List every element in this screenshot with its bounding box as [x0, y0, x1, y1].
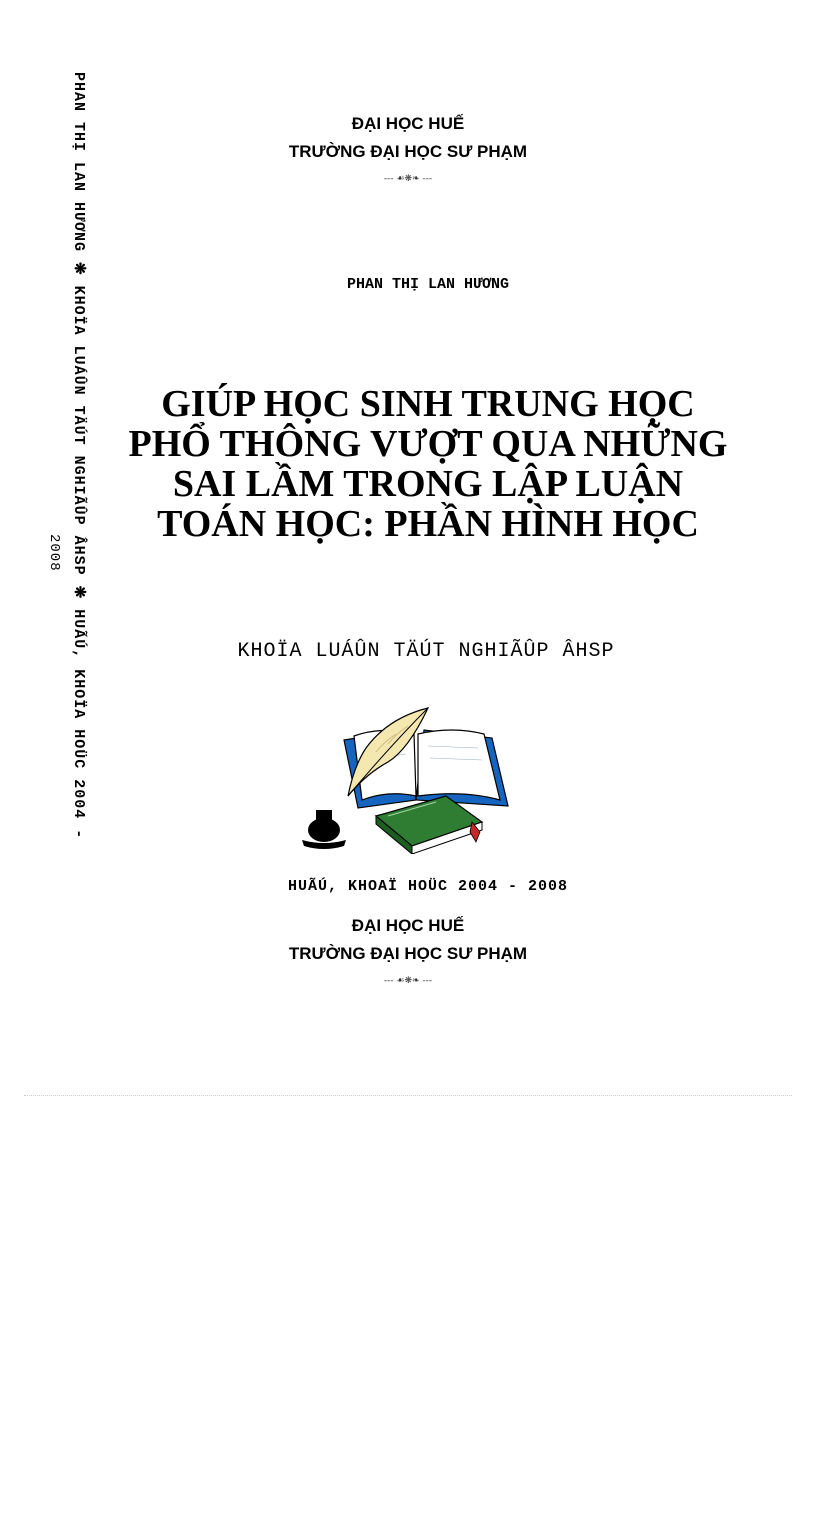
thesis-type: KHOÏA LUÁÛN TÄÚT NGHIÃÛP ÂHSP	[237, 640, 615, 663]
ornament-divider-bottom: --- ☙❋❧ ---	[383, 976, 433, 986]
thesis-title	[100, 384, 756, 544]
college-name-bottom: TRƯỜNG ĐẠI HỌC SƯ PHẠM	[288, 944, 528, 963]
spine-column-year	[40, 534, 68, 1514]
college-name: TRƯỜNG ĐẠI HỌC SƯ PHẠM	[288, 142, 528, 161]
spine-column	[64, 72, 92, 1052]
spine-text: PHAN THỊ LAN HƯƠNG ❋ KHOÏA LUÁÛN TÄÚT NGHIÃÛP ÂHSP ❋ HUÃÚ, KHOÏA HOÜC 2004 -	[70, 72, 87, 840]
author-name: PHAN THỊ LAN HƯƠNG	[346, 276, 510, 293]
place-year: HUÃÚ, KHOAÏ HOÜC 2004 - 2008	[287, 878, 569, 895]
university-name: ĐẠI HỌC HUẾ	[351, 114, 465, 133]
quill-books-inkwell-illustration	[296, 704, 526, 854]
spine-year: 2008	[46, 534, 62, 572]
title-line: GIÚP HỌC SINH TRUNG HỌC	[161, 383, 695, 425]
university-name-bottom: ĐẠI HỌC HUẾ	[351, 916, 465, 935]
title-line: TOÁN HỌC: PHẦN HÌNH HỌC	[157, 503, 699, 545]
page-footer-divider	[24, 1095, 792, 1096]
title-line: PHỔ THÔNG VƯỢT QUA NHỮNG	[128, 423, 728, 465]
ornament-divider: --- ☙❋❧ ---	[383, 174, 433, 184]
title-line: SAI LẦM TRONG LẬP LUẬN	[172, 463, 684, 505]
